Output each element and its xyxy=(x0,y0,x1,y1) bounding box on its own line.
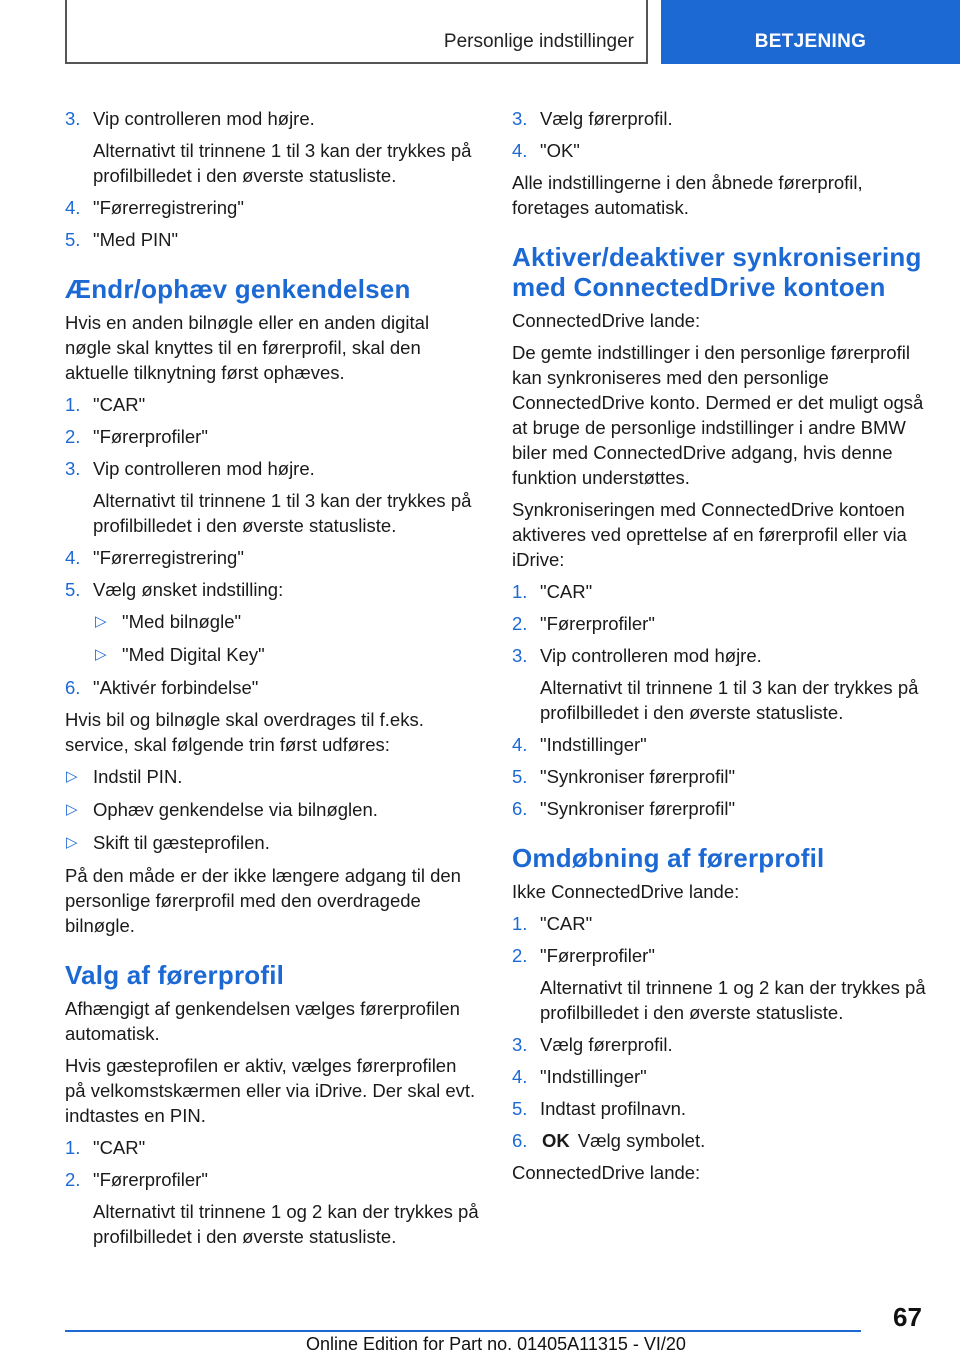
list-item xyxy=(512,796,928,821)
list-item xyxy=(65,456,480,481)
step-number: 3. xyxy=(512,1034,528,1055)
step-number: 5. xyxy=(65,579,81,600)
step-number: 2. xyxy=(65,1169,81,1190)
step-text: "OK" xyxy=(540,140,580,161)
step-text: Vælg førerprofil. xyxy=(540,1034,673,1055)
step-note: Alternativt til trinnene 1 til 3 kan der trykkes på profilbilledet i den øverste statusliste. xyxy=(540,677,919,723)
step-text: "Førerprofiler" xyxy=(93,1169,208,1190)
list-item xyxy=(512,1032,928,1057)
bullet-item xyxy=(65,797,480,822)
step-text: "Synkroniser førerprofil" xyxy=(540,766,736,787)
paragraph: Afhængigt af genkendelsen vælges førerprofilen automatisk. xyxy=(65,998,460,1044)
list-item xyxy=(512,732,928,757)
header-section-title: Personlige indstillinger xyxy=(65,0,648,64)
list-item xyxy=(65,195,480,220)
step-number: 5. xyxy=(65,229,81,250)
step-number: 5. xyxy=(512,766,528,787)
list-item xyxy=(65,227,480,252)
step-text: "Indstillinger" xyxy=(540,1066,647,1087)
step-number: 4. xyxy=(512,734,528,755)
step-number: 3. xyxy=(512,645,528,666)
paragraph: Hvis gæsteprofilen er aktiv, vælges førerprofilen på velkomstskærmen eller via iDrive. Der skal evt. indtastes en PIN. xyxy=(65,1055,476,1126)
step-text: "Førerregistrering" xyxy=(93,547,244,568)
step-number: 4. xyxy=(512,140,528,161)
step-text: Indtast profilnavn. xyxy=(540,1098,687,1119)
list-item xyxy=(512,611,928,636)
right-column xyxy=(512,100,928,1192)
list-item xyxy=(512,138,928,163)
step-text: "CAR" xyxy=(93,394,146,415)
bullet-text: Indstil PIN. xyxy=(93,766,183,787)
step-number: 3. xyxy=(512,108,528,129)
footer-divider xyxy=(65,1330,861,1332)
step-text: "Førerprofiler" xyxy=(93,426,208,447)
list-item xyxy=(65,392,480,417)
step-number: 6. xyxy=(512,798,528,819)
paragraph: Ikke ConnectedDrive lande: xyxy=(512,881,740,902)
paragraph: Alle indstillingerne i den åbnede førerprofil, foretages automatisk. xyxy=(512,172,863,218)
list-item xyxy=(512,911,928,936)
paragraph: Hvis en anden bilnøgle eller en anden digital nøgle skal knyttes til en førerprofil, skal den aktuelle tilknytning først ophæves. xyxy=(65,312,430,383)
step-number: 2. xyxy=(65,426,81,447)
triangle-bullet-icon: ▷ xyxy=(66,768,78,785)
step-text: "Med PIN" xyxy=(93,229,179,250)
step-text: "Aktivér forbindelse" xyxy=(93,677,259,698)
paragraph: ConnectedDrive lande: xyxy=(512,310,701,331)
step-text: "Synkroniser førerprofil" xyxy=(540,798,736,819)
step-number: 4. xyxy=(512,1066,528,1087)
header-chapter-tab[interactable]: BETJENING xyxy=(661,0,960,64)
list-item xyxy=(512,1128,928,1153)
step-note: Alternativt til trinnene 1 til 3 kan der trykkes på profilbilledet i den øverste statusliste. xyxy=(93,140,472,186)
triangle-bullet-icon: ▷ xyxy=(66,834,78,851)
step-text: "CAR" xyxy=(540,913,593,934)
paragraph: Hvis bil og bilnøgle skal overdrages til f.eks. service, skal følgende trin først udføres: xyxy=(65,709,424,755)
list-item xyxy=(65,424,480,449)
list-item xyxy=(65,675,480,700)
step-text: "Indstillinger" xyxy=(540,734,647,755)
step-number: 1. xyxy=(512,581,528,602)
bullet-item xyxy=(65,609,480,634)
step-number: 5. xyxy=(512,1098,528,1119)
bullet-item xyxy=(65,830,480,855)
bullet-item xyxy=(65,764,480,789)
triangle-bullet-icon: ▷ xyxy=(66,801,78,818)
left-column xyxy=(65,100,480,1256)
heading-change-recognition: Ændr/ophæv genkendelsen xyxy=(65,274,411,304)
bullet-text: "Med Digital Key" xyxy=(122,644,265,665)
step-text: "Førerprofiler" xyxy=(540,613,655,634)
step-number: 6. xyxy=(512,1130,528,1151)
step-text: Vælg førerprofil. xyxy=(540,108,673,129)
step-number: 1. xyxy=(512,913,528,934)
step-text: "Førerregistrering" xyxy=(93,197,244,218)
step-number: 3. xyxy=(65,108,81,129)
bullet-text: Skift til gæsteprofilen. xyxy=(93,832,270,853)
paragraph: Synkroniseringen med ConnectedDrive kontoen aktiveres ved oprettelse af en førerprofil eller via iDrive: xyxy=(512,499,907,570)
bullet-text: "Med bilnøgle" xyxy=(122,611,242,632)
paragraph: ConnectedDrive lande: xyxy=(512,1162,701,1183)
step-number: 2. xyxy=(512,613,528,634)
step-text: Vip controlleren mod højre. xyxy=(93,458,315,479)
list-item xyxy=(512,106,928,131)
list-item xyxy=(512,1064,928,1089)
list-item xyxy=(512,1096,928,1121)
list-item xyxy=(65,106,480,131)
footer-edition: Online Edition for Part no. 01405A11315 - VI/20 xyxy=(306,1334,686,1354)
step-note: Alternativt til trinnene 1 og 2 kan der trykkes på profilbilledet i den øverste statusliste. xyxy=(93,1201,479,1247)
step-note: Alternativt til trinnene 1 til 3 kan der trykkes på profilbilledet i den øverste statusliste. xyxy=(93,490,472,536)
triangle-bullet-icon: ▷ xyxy=(95,646,107,663)
page-number: 67 xyxy=(893,1302,922,1332)
step-number: 6. xyxy=(65,677,81,698)
list-item xyxy=(65,545,480,570)
step-number: 4. xyxy=(65,197,81,218)
heading-rename-profile: Omdøbning af førerprofil xyxy=(512,843,825,873)
step-note: Alternativt til trinnene 1 og 2 kan der trykkes på profilbilledet i den øverste statusliste. xyxy=(540,977,926,1023)
bullet-text: Ophæv genkendelse via bilnøglen. xyxy=(93,799,378,820)
list-item xyxy=(512,579,928,604)
step-text: Vælg symbolet. xyxy=(577,1130,706,1151)
ok-icon: OK xyxy=(542,1130,570,1151)
step-number: 3. xyxy=(65,458,81,479)
list-item xyxy=(65,1167,480,1192)
step-number: 1. xyxy=(65,1137,81,1158)
list-item xyxy=(65,577,480,602)
bullet-item xyxy=(65,642,480,667)
step-text: "CAR" xyxy=(540,581,593,602)
list-item xyxy=(65,1135,480,1160)
step-text: Vip controlleren mod højre. xyxy=(540,645,762,666)
step-number: 4. xyxy=(65,547,81,568)
triangle-bullet-icon: ▷ xyxy=(95,613,107,630)
step-text: Vælg ønsket indstilling: xyxy=(93,579,284,600)
heading-select-profile: Valg af førerprofil xyxy=(65,960,285,990)
paragraph: De gemte indstillinger i den personlige førerprofil kan synkroniseres med den personlige ConnectedDrive konto. Dermed er det muligt også at bruge de personlige indstillinger i andre BMW biler med ConnectedDrive adgang, hvis denne funktion understøttes. xyxy=(512,342,924,488)
step-number: 2. xyxy=(512,945,528,966)
step-text: "Førerprofiler" xyxy=(540,945,655,966)
heading-sync: Aktiver/deaktiver synkronisering med ConnectedDrive kontoen xyxy=(512,242,922,302)
step-text: "CAR" xyxy=(93,1137,146,1158)
list-item xyxy=(512,943,928,968)
list-item xyxy=(512,764,928,789)
step-text: Vip controlleren mod højre. xyxy=(93,108,315,129)
paragraph: På den måde er der ikke længere adgang til den personlige førerprofil med den overdragede bilnøgle. xyxy=(65,865,461,936)
step-number: 1. xyxy=(65,394,81,415)
list-item xyxy=(512,643,928,668)
